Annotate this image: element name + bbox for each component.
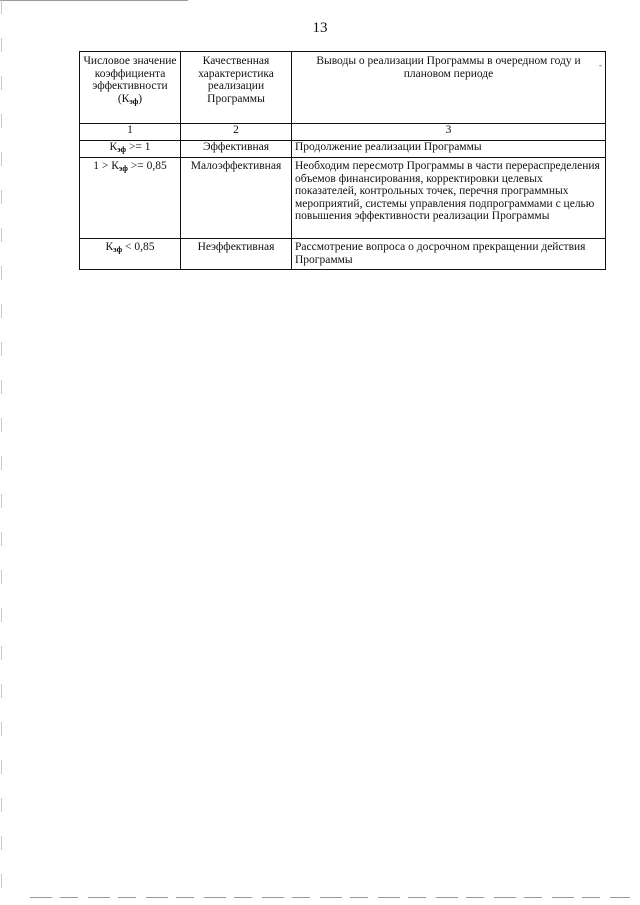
row-k-condition: < 0,85 — [122, 241, 155, 253]
row-coefficient — [80, 141, 181, 158]
row-conclusion: Необходим пересмотр Программы в части перераспределения объемов финансирования, корректировки целевых показателей, контрольных точек, перечня программных мероприятий, системы управления подпрограммами с целью повышения эффективности реализации Программы — [292, 158, 606, 239]
scan-edge-left — [1, 0, 2, 905]
row-k-symbol: К — [109, 141, 118, 153]
row-conclusion: Рассмотрение вопроса о досрочном прекращении действия Программы — [292, 239, 606, 270]
row-rating: Эффективная — [181, 141, 292, 158]
row-k-subscript: эф — [117, 145, 127, 154]
corner-mark: - — [599, 60, 602, 70]
header-k-subscript: эф — [129, 96, 139, 106]
column-number-row — [80, 124, 606, 141]
column-number-2: 2 — [181, 124, 292, 141]
column-number-3: 3 — [292, 124, 606, 141]
table-row — [80, 141, 606, 158]
header-coefficient-label: Числовое значение коэффициента эффективности — [83, 55, 177, 93]
scan-edge-top — [0, 0, 188, 1]
column-number-1: 1 — [80, 124, 181, 141]
row-k-symbol: К — [111, 160, 119, 172]
row-coefficient — [80, 239, 181, 270]
table-row — [80, 158, 606, 239]
efficiency-table — [79, 51, 606, 270]
header-rating: Качественная характеристика реализации Программы — [181, 52, 292, 124]
row-rating: Малоэффективная — [181, 158, 292, 239]
row-rating: Неэффективная — [181, 239, 292, 270]
page-number: 13 — [312, 20, 328, 36]
table-row — [80, 239, 606, 270]
row-k-symbol: К — [105, 241, 114, 253]
header-coefficient — [80, 52, 181, 124]
row-k-condition: >= 1 — [126, 141, 151, 153]
header-k-symbol: (К — [117, 92, 130, 105]
row-k-prefix: 1 > — [93, 160, 112, 172]
row-k-subscript: эф — [113, 245, 123, 254]
row-coefficient — [80, 158, 181, 239]
header-coefficient-symbol — [118, 93, 142, 105]
row-k-subscript: эф — [118, 164, 128, 173]
table-header-row — [80, 52, 606, 124]
row-conclusion: Продолжение реализации Программы — [292, 141, 606, 158]
header-k-close: ) — [138, 92, 143, 105]
header-conclusion: Выводы о реализации Программы в очередном году и плановом периоде — [292, 52, 606, 124]
row-k-condition: >= 0,85 — [127, 160, 167, 172]
scan-edge-bottom — [30, 897, 630, 898]
